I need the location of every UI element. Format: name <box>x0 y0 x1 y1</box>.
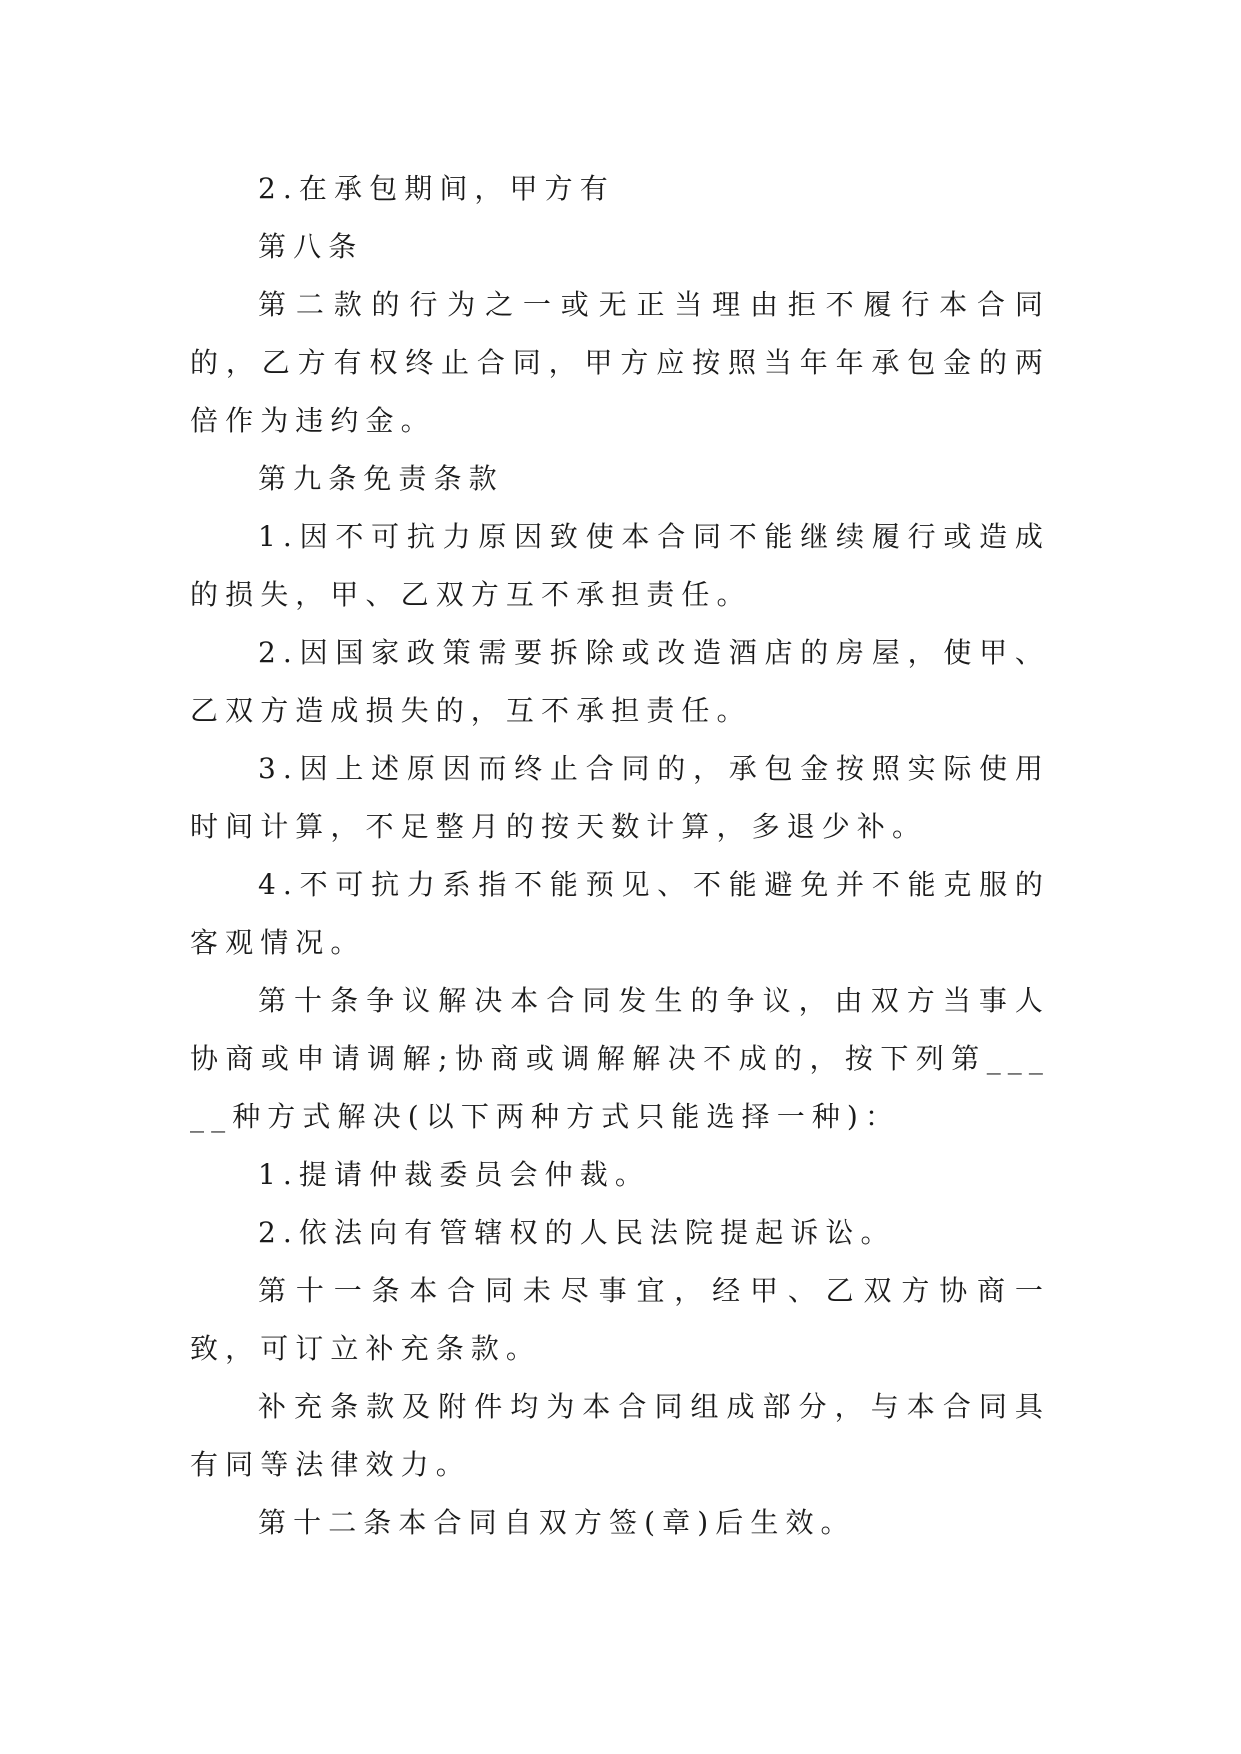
paragraph-supplementary-terms: 补充条款及附件均为本合同组成部分，与本合同具有同等法律效力。 <box>190 1390 1050 1481</box>
paragraph-article-8-text: 第二款的行为之一或无正当理由拒不履行本合同的，乙方有权终止合同，甲方应按照当年年承包金的两倍作为违约金。 <box>190 288 1050 437</box>
paragraph-article-9-item-2: 2.因国家政策需要拆除或改造酒店的房屋，使甲、乙双方造成损失的，互不承担责任。 <box>190 636 1050 727</box>
paragraph-article-9-item-3: 3.因上述原因而终止合同的，承包金按照实际使用时间计算，不足整月的按天数计算，多退少补。 <box>190 752 1050 843</box>
paragraph-article-11: 第十一条本合同未尽事宜，经甲、乙双方协商一致，可订立补充条款。 <box>190 1274 1050 1365</box>
paragraph-article-9-title: 第九条免责条款 <box>258 462 504 495</box>
paragraph-article-10: 第十条争议解决本合同发生的争议，由双方当事人协商或申请调解;协商或调解解决不成的，按下列第_____种方式解决(以下两种方式只能选择一种)： <box>190 984 1050 1133</box>
paragraph-article-8: 第八条 <box>258 230 364 263</box>
paragraph-clause-7-item-2: 2.在承包期间，甲方有 <box>258 172 615 205</box>
paragraph-article-9-item-1: 1.因不可抗力原因致使本合同不能继续履行或造成的损失，甲、乙双方互不承担责任。 <box>190 520 1050 611</box>
paragraph-article-10-option-1: 1.提请仲裁委员会仲裁。 <box>258 1158 650 1191</box>
paragraph-article-10-option-2: 2.依法向有管辖权的人民法院提起诉讼。 <box>258 1216 896 1249</box>
paragraph-article-9-item-4: 4.不可抗力系指不能预见、不能避免并不能克服的客观情况。 <box>190 868 1050 959</box>
paragraph-article-12: 第十二条本合同自双方签(章)后生效。 <box>258 1506 856 1539</box>
document-body <box>190 160 1050 1552</box>
